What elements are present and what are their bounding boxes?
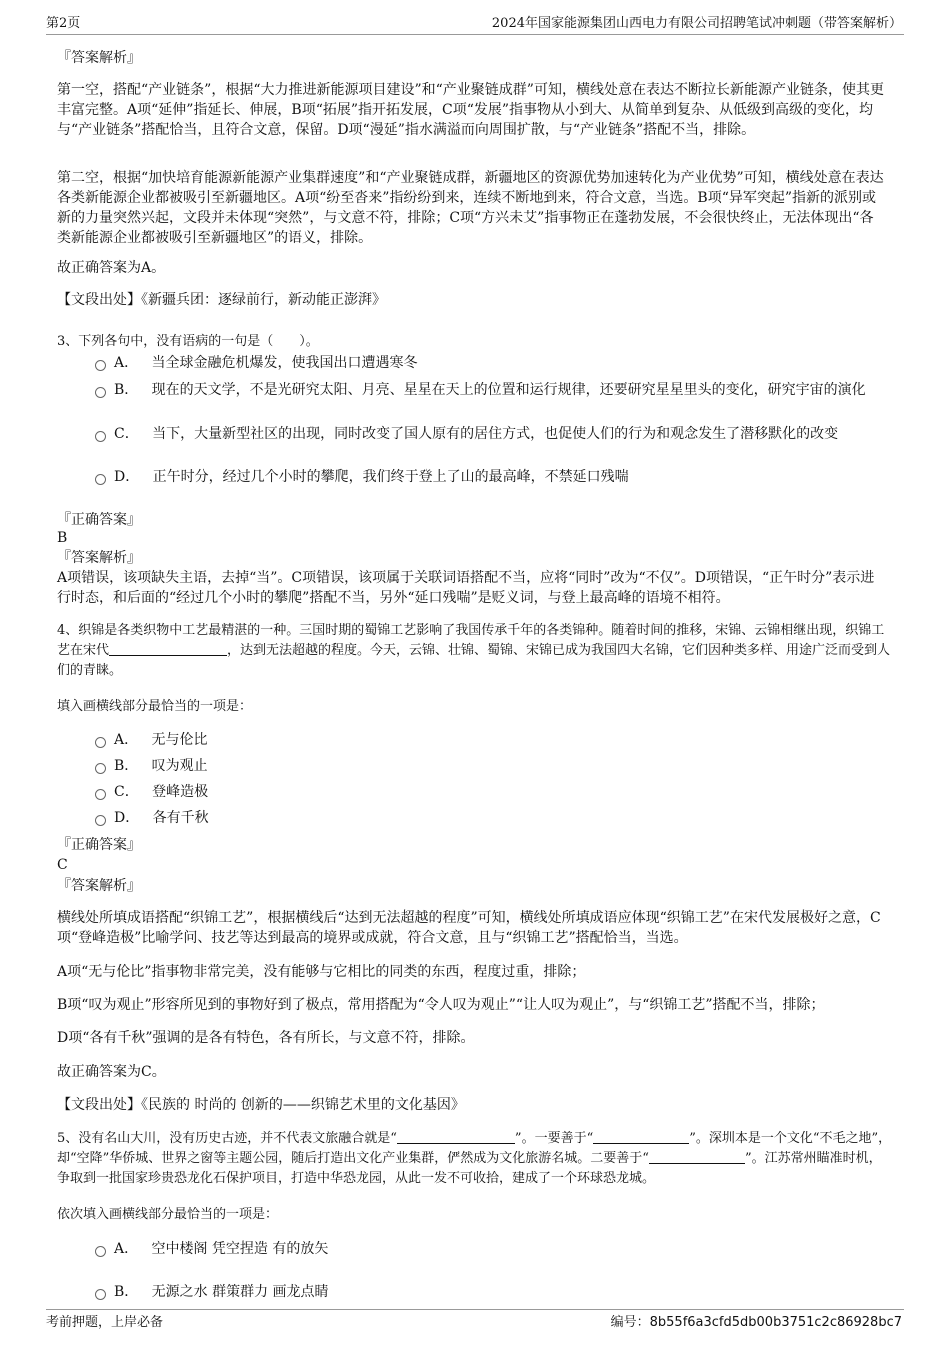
document-title: 2024年国家能源集团山西电力有限公司招聘笔试冲刺题（带答案解析）: [491, 16, 902, 31]
analysis-paragraph-1: 第一空，搭配“产业链条”，根据“大力推进新能源项目建设”和“产业聚链成群”可知，横线处意在表达不断拉长新能源产业链条，使其更丰富完整。A项“延伸”指延长、伸展，B项“拓展”指开拓发展，C项“发展”指事物从小到大、从简单到复杂、从低级到高级的变化，均与“产业链条”搭配恰当，且符合文意，保留。D项“漫延”指水满溢而向周围扩散，与“产业链条”搭配不当，排除。: [57, 82, 884, 138]
question-5-stem: 5、没有名山大川，没有历史古迹，并不代表文旅融合就是“ ”。一要善于“ ”。深圳本是一个文化“不毛之地”，却“空降”华侨城、世界之窗等主题公园，随后打造出文化产业集群，俨然成为文化旅游名城。二要善于“ ”。江苏常州瞄准时机，争取到一批国家珍贵恐龙化石保护项目，打造中华恐龙园，从此一发不可收拾，建成了一个环球恐龙城。: [57, 1131, 892, 1186]
q3-option-b[interactable]: B． 现在的天文学，不是光研究太阳、月亮、星星在天上的位置和运行规律，还要研究星星里头的变化，研究宇宙的演化: [95, 380, 890, 400]
q4-analysis-3: B项“叹为观止”形容所见到的事物好到了极点，常用搭配为“令人叹为观止”“让人叹为观止”，与“织锦工艺”搭配不当，排除；: [57, 997, 825, 1013]
analysis-label: 『答案解析』: [57, 50, 141, 66]
q5-option-a[interactable]: A． 空中楼阁 凭空捏造 有的放矢: [95, 1239, 890, 1259]
radio-icon[interactable]: [95, 1246, 106, 1257]
source: 【文段出处】《民族的 时尚的 创新的——织锦艺术里的文化基因》: [57, 1097, 465, 1113]
radio-icon[interactable]: [95, 737, 106, 748]
q3-option-a[interactable]: A． 当全球金融危机爆发，使我国出口遭遇寒冬: [95, 353, 890, 373]
q3-analysis: A项错误，该项缺失主语，去掉“当”。C项错误，该项属于关联词语搭配不当，应将“同时”改为“不仅”。D项错误，“正午时分”表示进行时态，和后面的“经过几个小时的攀爬”搭配不当，另外“延口残喘”是贬义词，与登上最高峰的语境不相符。: [57, 570, 875, 606]
page-header: [46, 14, 904, 35]
correct-answer: C: [57, 857, 68, 873]
analysis-label: 『答案解析』: [57, 878, 141, 894]
radio-icon[interactable]: [95, 789, 106, 800]
conclusion: 故正确答案为C。: [57, 1064, 166, 1080]
question-4-prompt: 填入画横线部分最恰当的一项是：: [57, 699, 253, 714]
radio-icon[interactable]: [95, 1289, 106, 1300]
footer-slogan: 考前押题，上岸必备: [46, 1315, 164, 1330]
fill-blank: [397, 1131, 515, 1144]
radio-icon[interactable]: [95, 387, 106, 398]
radio-icon[interactable]: [95, 763, 106, 774]
question-4-stem: 4、织锦是各类织物中工艺最精湛的一种。三国时期的蜀锦工艺影响了我国传承千年的各类锦种。随着时间的推移，宋锦、云锦相继出现，织锦工艺在宋代 ，达到无法超越的程度。今天，云锦、壮锦、蜀锦、宋锦已成为我国四大名锦，它们因种类多样、用途广泛而受到人们的青睐。: [57, 623, 891, 678]
correct-answer: B: [57, 530, 68, 546]
fill-blank: [593, 1131, 689, 1144]
radio-icon[interactable]: [95, 360, 106, 371]
q3-option-c[interactable]: C． 当下，大量新型社区的出现，同时改变了国人原有的居住方式，也促使人们的行为和观念发生了潜移默化的改变: [95, 424, 890, 444]
q4-option-a[interactable]: A． 无与伦比: [95, 730, 890, 750]
question-5-prompt: 依次填入画横线部分最恰当的一项是：: [57, 1207, 279, 1222]
q4-analysis-2: A项“无与伦比”指事物非常完美，没有能够与它相比的同类的东西，程度过重，排除；: [57, 964, 586, 980]
radio-icon[interactable]: [95, 474, 106, 485]
question-3-stem: 3、下列各句中，没有语病的一句是（ ）。: [57, 334, 319, 349]
q4-analysis-1: 横线处所填成语搭配“织锦工艺”，根据横线后“达到无法超越的程度”可知，横线处所填成语应体现“织锦工艺”在宋代发展极好之意，C项“登峰造极”比喻学问、技艺等达到最高的境界或成就，符合文意，且与“织锦工艺”搭配恰当，当选。: [57, 910, 881, 946]
correct-answer-label: 『正确答案』: [57, 512, 141, 528]
q5-option-b[interactable]: B． 无源之水 群策群力 画龙点睛: [95, 1282, 890, 1302]
q4-analysis-4: D项“各有千秋”强调的是各有特色，各有所长，与文意不符，排除。: [57, 1030, 475, 1046]
q4-option-c[interactable]: C． 登峰造极: [95, 782, 890, 802]
analysis-paragraph-2: 第二空，根据“加快培育能源新能源产业集群速度”和“产业聚链成群，新疆地区的资源优势加速转化为产业优势”可知，横线处意在表达各类新能源企业都被吸引至新疆地区。A项“纷至沓来”指纷纷到来，连续不断地到来，符合文意，当选。B项“异军突起”指新的派别或新的力量突然兴起，文段并未体现“突然”，与文意不符，排除；C项“方兴未艾”指事物正在蓬勃发展，不会很快终止，无法体现出“各类新能源企业都被吸引至新疆地区”的语义，排除。: [57, 170, 884, 246]
radio-icon[interactable]: [95, 431, 106, 442]
q4-option-d[interactable]: D． 各有千秋: [95, 808, 890, 828]
page-footer: [46, 1309, 904, 1335]
radio-icon[interactable]: [95, 815, 106, 826]
fill-blank: [649, 1151, 745, 1164]
correct-answer-label: 『正确答案』: [57, 837, 141, 853]
fill-blank: [109, 643, 227, 656]
q3-option-d[interactable]: D． 正午时分，经过几个小时的攀爬，我们终于登上了山的最高峰，不禁延口残喘: [95, 467, 890, 487]
source: 【文段出处】《新疆兵团：逐绿前行，新动能正澎湃》: [57, 292, 386, 308]
page-number: 第2页: [46, 16, 81, 31]
conclusion: 故正确答案为A。: [57, 260, 166, 276]
document-id: 编号：8b55f6a3cfd5db00b3751c2c86928bc7: [610, 1315, 902, 1330]
q4-option-b[interactable]: B． 叹为观止: [95, 756, 890, 776]
analysis-label: 『答案解析』: [57, 550, 141, 566]
